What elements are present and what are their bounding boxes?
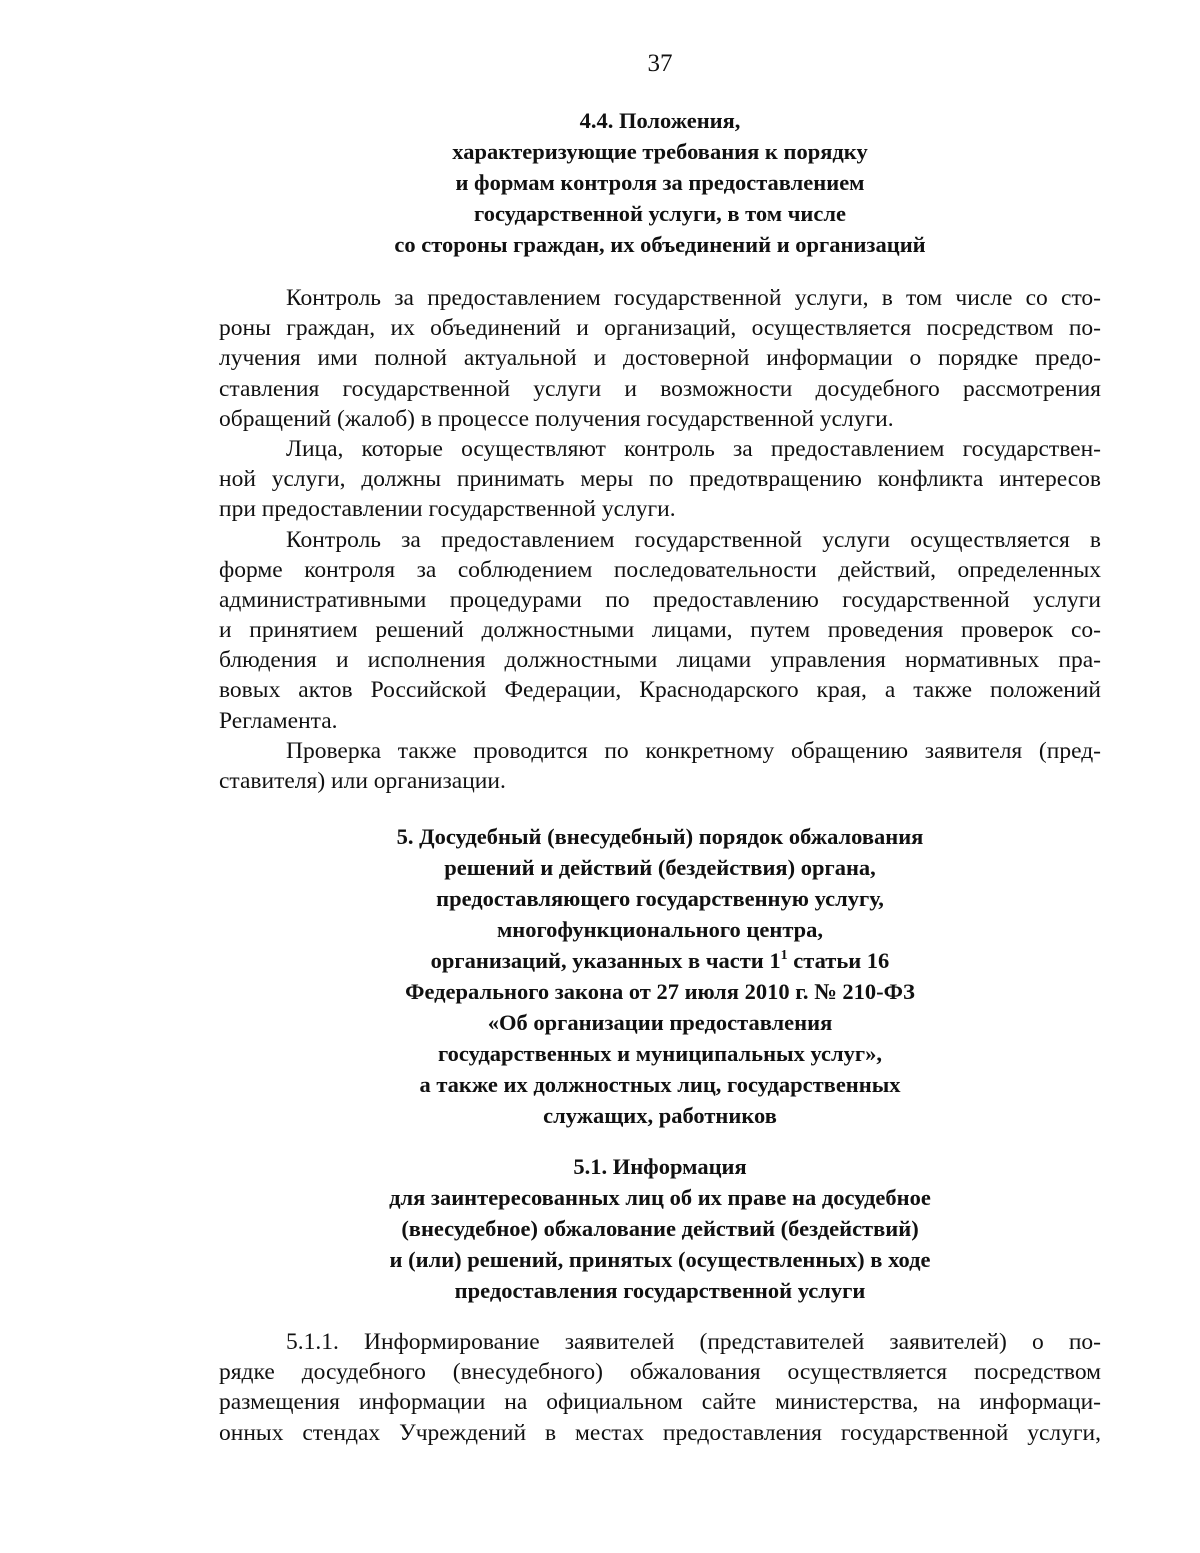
heading-line: многофункционального центра, bbox=[496, 917, 824, 942]
text-line: лучения ими полной актуальной и достоверной информации о порядке предо- bbox=[219, 345, 1101, 372]
text-line: Регламента. bbox=[219, 707, 338, 734]
paragraph bbox=[219, 525, 1101, 736]
text-line: ставителя) или организации. bbox=[219, 768, 506, 794]
heading-line: а также их должностных лиц, государственных bbox=[419, 1072, 901, 1097]
text-line: размещения информации на официальном сайте министерства, на информаци- bbox=[219, 1389, 1101, 1416]
heading-line: 5.1. Информация bbox=[573, 1154, 747, 1179]
heading-line: 4.4. Положения, bbox=[579, 108, 741, 133]
text-line: ной услуги, должны принимать меры по предотвращению конфликта интересов bbox=[219, 466, 1101, 493]
heading-line: и формам контроля за предоставлением bbox=[455, 170, 865, 195]
section-5-1-body bbox=[219, 1327, 1101, 1448]
section-4-4-body bbox=[219, 283, 1101, 796]
heading-line: и (или) решений, принятых (осуществленных) в ходе bbox=[389, 1247, 931, 1272]
text-line: и принятием решений должностными лицами, путем проведения проверок со- bbox=[219, 617, 1101, 644]
heading-line bbox=[200, 945, 1120, 976]
heading-line: (внесудебное) обжалование действий (бездействий) bbox=[401, 1216, 919, 1241]
text-line: Контроль за предоставлением государственной услуги, в том числе со сто- bbox=[286, 285, 1101, 311]
text-line: Лица, которые осуществляют контроль за предоставлением государствен- bbox=[286, 435, 1101, 462]
text-line: ставления государственной услуги и возможности досудебного рассмотрения bbox=[219, 375, 1101, 402]
heading-line: для заинтересованных лиц об их праве на досудебное bbox=[389, 1185, 931, 1210]
paragraph bbox=[219, 434, 1101, 525]
text-line: Проверка также проводится по конкретному обращению заявителя (пред- bbox=[286, 737, 1101, 764]
heading-line: служащих, работников bbox=[543, 1103, 777, 1128]
heading-line: предоставляющего государственную услугу, bbox=[436, 886, 884, 911]
text-line: при предоставлении государственной услуги. bbox=[219, 496, 676, 523]
text-line: административными процедурами по предоставлению государственной услуги bbox=[219, 586, 1101, 613]
heading-text: статьи 16 bbox=[787, 948, 890, 973]
text-line: обращений (жалоб) в процессе получения государственной услуги. bbox=[219, 405, 894, 432]
text-line: форме контроля за соблюдением последовательности действий, определенных bbox=[219, 556, 1101, 583]
heading-line: государственных и муниципальных услуг», bbox=[438, 1041, 882, 1066]
text-line: блюдения и исполнения должностными лицами управления нормативных пра- bbox=[219, 647, 1101, 674]
heading-line: Федерального закона от 27 июля 2010 г. № 210-ФЗ bbox=[405, 979, 915, 1004]
section-5-heading bbox=[200, 821, 1120, 1131]
text-line: онных стендах Учреждений в местах предоставления государственной услуги, bbox=[219, 1419, 1101, 1446]
page-number: 37 bbox=[647, 50, 673, 77]
heading-line: «Об организации предоставления bbox=[487, 1010, 833, 1035]
heading-text: организаций, указанных в части 1 bbox=[430, 948, 781, 973]
paragraph bbox=[219, 1327, 1101, 1448]
section-5-1-heading bbox=[200, 1151, 1120, 1306]
paragraph bbox=[219, 736, 1101, 796]
heading-line: 5. Досудебный (внесудебный) порядок обжалования bbox=[396, 824, 924, 849]
heading-line: государственной услуги, в том числе bbox=[474, 201, 846, 226]
superscript: 1 bbox=[780, 948, 788, 963]
text-line: рядке досудебного (внесудебного) обжалования осуществляется посредством bbox=[219, 1359, 1101, 1386]
text-line: роны граждан, их объединений и организаций, осуществляется посредством по- bbox=[219, 315, 1101, 342]
heading-line: решений и действий (бездействия) органа, bbox=[444, 855, 876, 880]
heading-line: предоставления государственной услуги bbox=[454, 1278, 866, 1303]
heading-line: со стороны граждан, их объединений и организаций bbox=[394, 232, 926, 257]
paragraph bbox=[219, 283, 1101, 434]
text-line: вовых актов Российской Федерации, Краснодарского края, а также положений bbox=[219, 677, 1101, 704]
section-4-4-heading bbox=[200, 105, 1120, 260]
text-line: Контроль за предоставлением государственной услуги осуществляется в bbox=[286, 526, 1101, 553]
text-line: 5.1.1. Информирование заявителей (представителей заявителей) о по- bbox=[286, 1329, 1101, 1355]
heading-line: характеризующие требования к порядку bbox=[452, 139, 868, 164]
